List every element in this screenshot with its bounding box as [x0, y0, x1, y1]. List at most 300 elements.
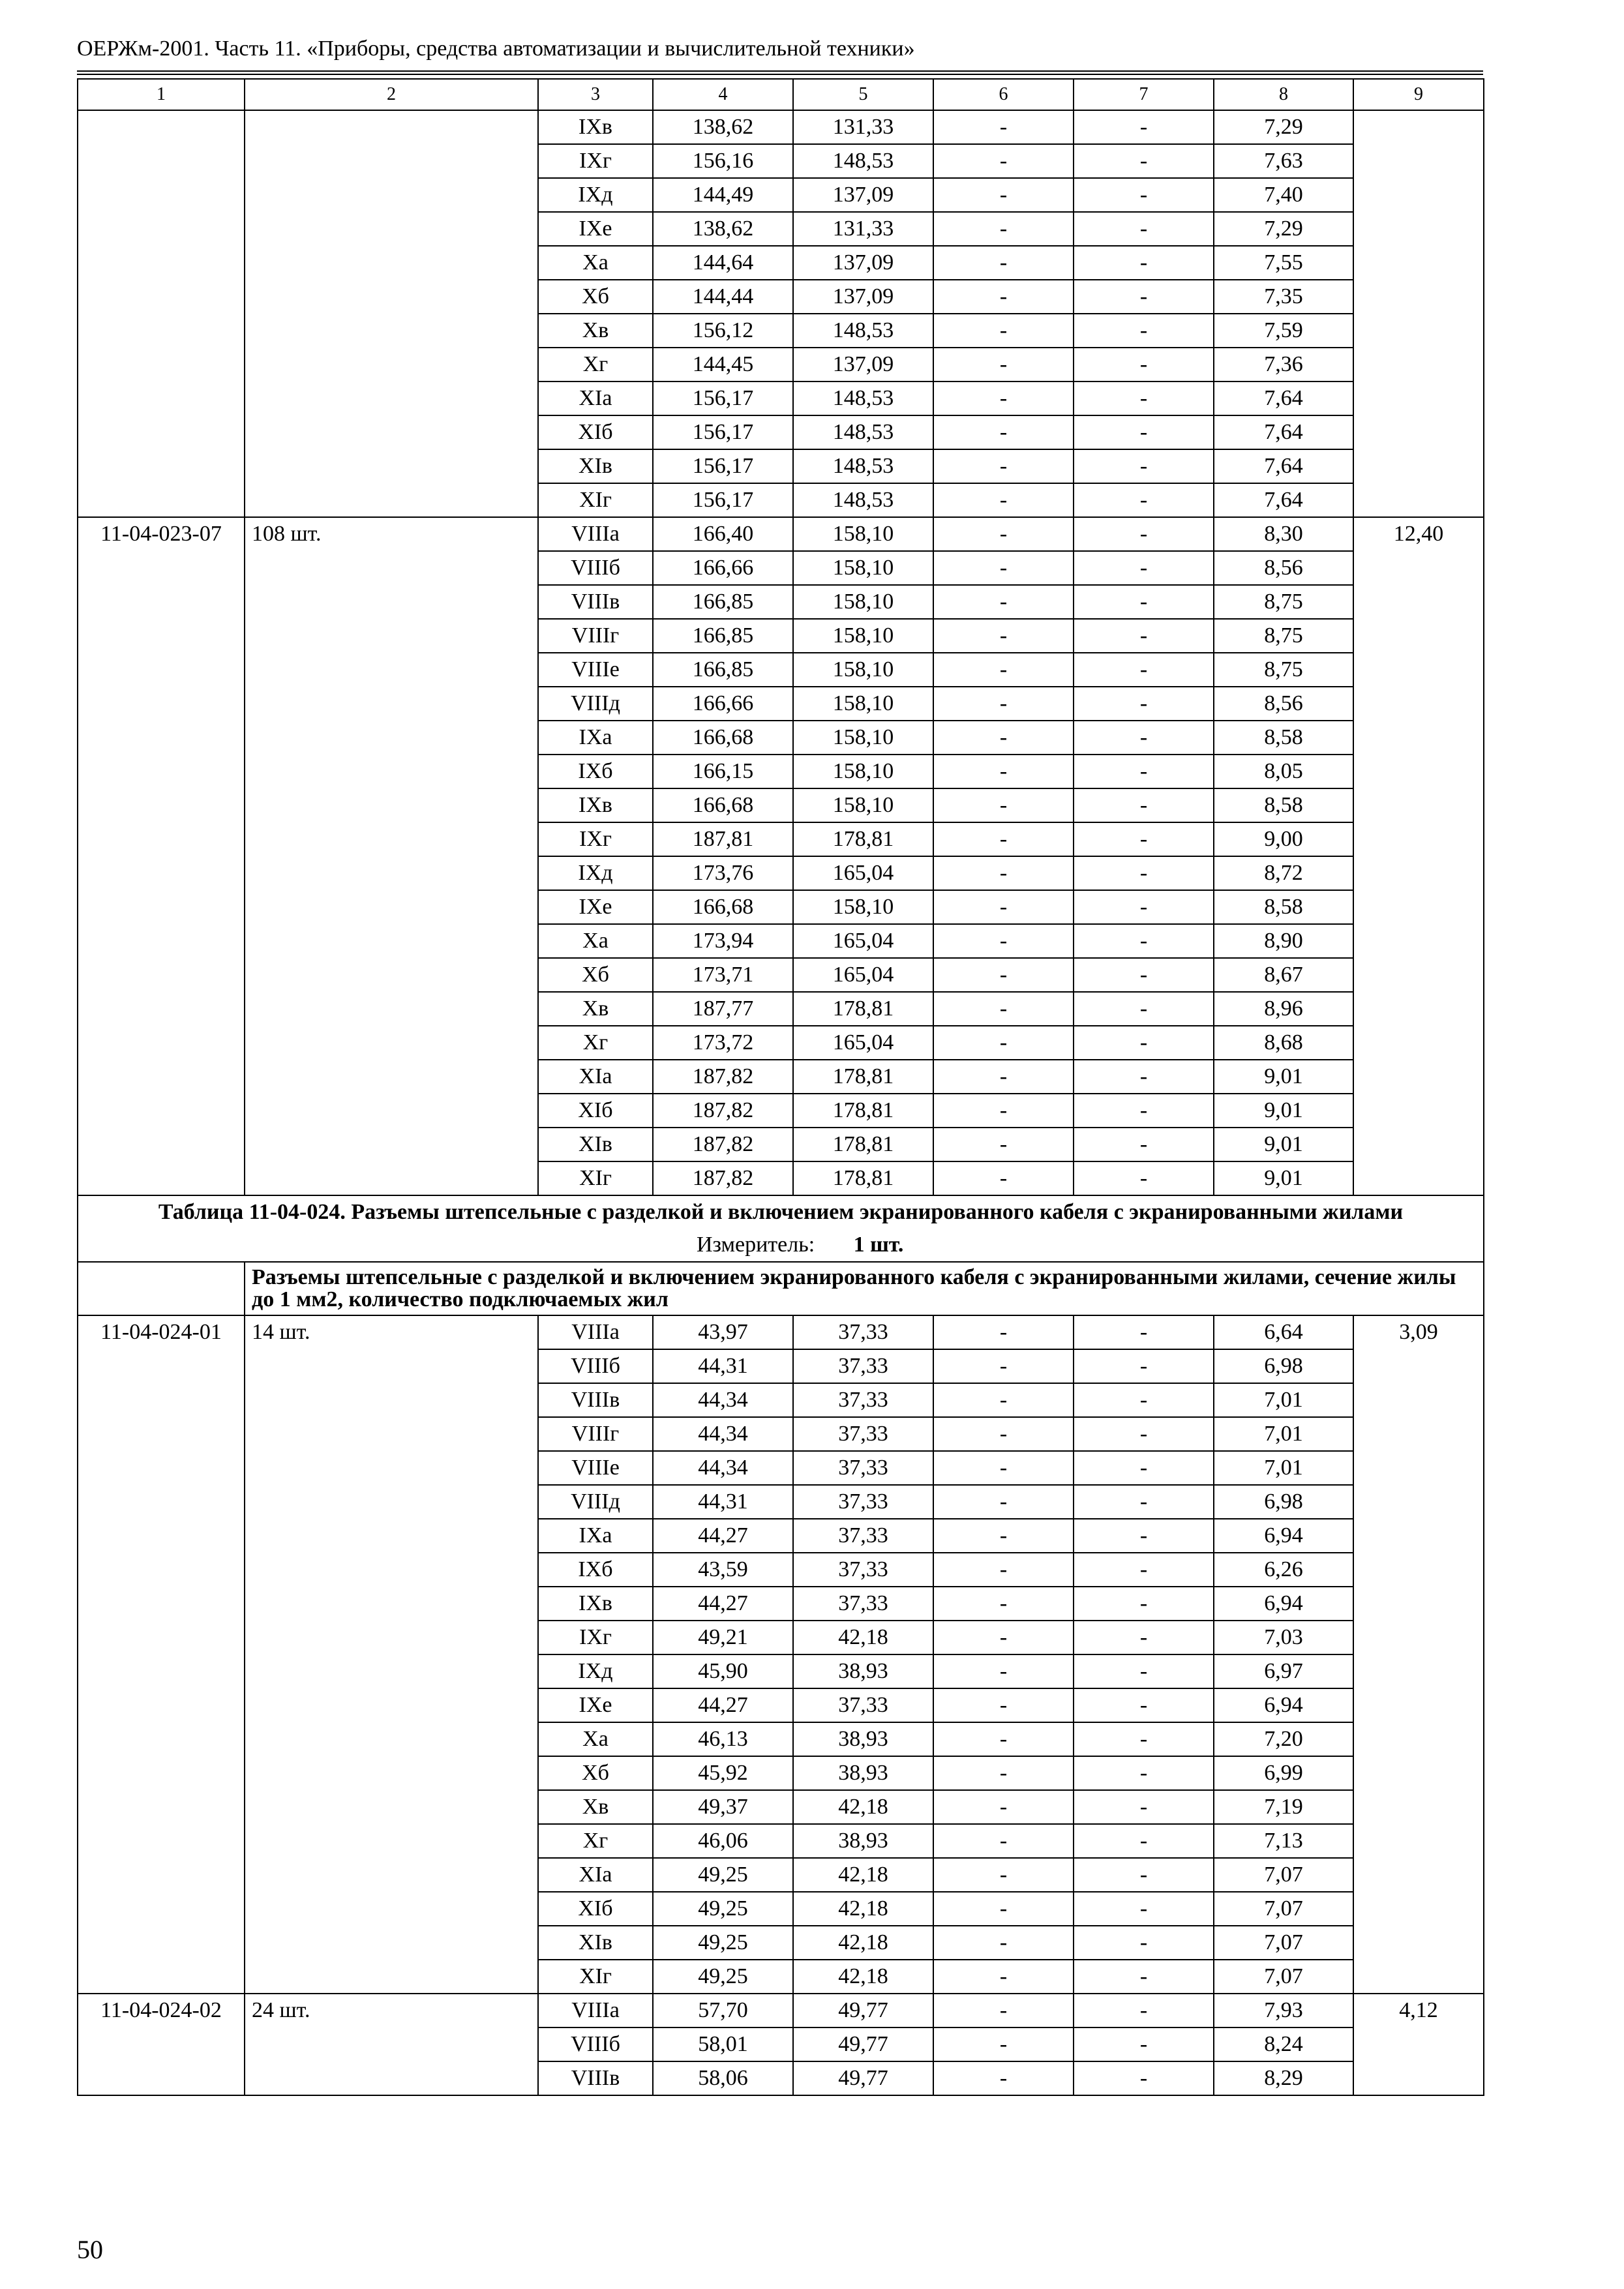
rate-code: 11-04-024-01 — [78, 1315, 245, 1994]
col5-value: 158,10 — [793, 687, 933, 721]
col4-value: 173,76 — [653, 856, 793, 890]
col5-value: 38,93 — [793, 1722, 933, 1756]
zone-cell: IXг — [538, 1621, 653, 1654]
quantity: 108 шт. — [245, 517, 538, 1195]
col6-value: - — [933, 687, 1074, 721]
col8-value: 6,64 — [1214, 1315, 1353, 1349]
col8-value: 7,07 — [1214, 1892, 1353, 1926]
col4-value: 156,17 — [653, 449, 793, 483]
page-number: 50 — [77, 2235, 103, 2264]
col6-value: - — [933, 619, 1074, 653]
col8-value: 7,13 — [1214, 1824, 1353, 1858]
col7-value: - — [1074, 1824, 1214, 1858]
col8-value: 8,75 — [1214, 585, 1353, 619]
table-row — [78, 1994, 1484, 2027]
col8-value: 6,94 — [1214, 1587, 1353, 1621]
col4-value: 44,31 — [653, 1485, 793, 1519]
col6-value: - — [933, 1960, 1074, 1994]
col4-value: 187,82 — [653, 1128, 793, 1161]
col6-value: - — [933, 1553, 1074, 1587]
col5-value: 165,04 — [793, 1026, 933, 1060]
measurer-row — [78, 1229, 1484, 1262]
col5-value: 131,33 — [793, 212, 933, 246]
col5-value: 178,81 — [793, 1161, 933, 1195]
col9-value: 4,12 — [1353, 1994, 1484, 2095]
zone-cell: VIIIе — [538, 1451, 653, 1485]
zone-cell: VIIIд — [538, 687, 653, 721]
table-row — [78, 110, 1484, 144]
zone-cell: IXг — [538, 822, 653, 856]
col8-value: 9,01 — [1214, 1128, 1353, 1161]
zone-cell: VIIIв — [538, 1383, 653, 1417]
col5-value: 165,04 — [793, 958, 933, 992]
col8-value: 6,97 — [1214, 1654, 1353, 1688]
col7-value: - — [1074, 110, 1214, 144]
rates-table — [77, 78, 1484, 2096]
col4-value: 173,94 — [653, 924, 793, 958]
col4-value: 156,17 — [653, 415, 793, 449]
zone-cell: IXв — [538, 788, 653, 822]
table-row — [78, 1315, 1484, 1349]
zone-cell: IXд — [538, 1654, 653, 1688]
col8-value: 7,40 — [1214, 178, 1353, 212]
col4-value: 57,70 — [653, 1994, 793, 2027]
zone-cell: Xа — [538, 924, 653, 958]
zone-cell: VIIIа — [538, 1994, 653, 2027]
col6-value: - — [933, 1383, 1074, 1417]
zone-cell: XIб — [538, 1892, 653, 1926]
col7-value: - — [1074, 2061, 1214, 2095]
col7-value: - — [1074, 1026, 1214, 1060]
col6-value: - — [933, 1892, 1074, 1926]
zone-cell: XIб — [538, 415, 653, 449]
col8-value: 8,96 — [1214, 992, 1353, 1026]
column-number-row — [78, 79, 1484, 110]
col7-value: - — [1074, 958, 1214, 992]
col6-value: - — [933, 721, 1074, 755]
col6-value: - — [933, 212, 1074, 246]
col4-value: 138,62 — [653, 110, 793, 144]
col6-value: - — [933, 1094, 1074, 1128]
zone-cell: IXе — [538, 212, 653, 246]
col6-value: - — [933, 551, 1074, 585]
col8-value: 8,24 — [1214, 2027, 1353, 2061]
work-description-row — [78, 1262, 1484, 1315]
col7-value: - — [1074, 1587, 1214, 1621]
col6-value: - — [933, 2061, 1074, 2095]
zone-cell: XIб — [538, 1094, 653, 1128]
col7-value: - — [1074, 1553, 1214, 1587]
col8-value: 6,94 — [1214, 1688, 1353, 1722]
col8-value: 8,72 — [1214, 856, 1353, 890]
col4-value: 44,31 — [653, 1349, 793, 1383]
col5-value: 148,53 — [793, 314, 933, 348]
zone-cell: IXд — [538, 856, 653, 890]
work-description: Разъемы штепсельные с разделкой и включением экранированного кабеля с экранированными жилами, сечение жилы до 1 мм2, количество подключаемых жил — [245, 1262, 1484, 1315]
col7-value: - — [1074, 382, 1214, 415]
col4-value: 44,27 — [653, 1587, 793, 1621]
col5-value: 37,33 — [793, 1587, 933, 1621]
col7-value: - — [1074, 1892, 1214, 1926]
measurer-value: 1 шт. — [853, 1233, 904, 1257]
col4-value: 173,71 — [653, 958, 793, 992]
zone-cell: XIв — [538, 1128, 653, 1161]
col8-value: 8,30 — [1214, 517, 1353, 551]
col4-value: 166,40 — [653, 517, 793, 551]
col9-value — [1353, 110, 1484, 517]
col4-value: 49,25 — [653, 1858, 793, 1892]
zone-cell: VIIIб — [538, 1349, 653, 1383]
col6-value: - — [933, 314, 1074, 348]
col6-value: - — [933, 449, 1074, 483]
col6-value: - — [933, 1824, 1074, 1858]
col5-value: 42,18 — [793, 1621, 933, 1654]
col4-value: 49,25 — [653, 1926, 793, 1960]
zone-cell: Xг — [538, 348, 653, 382]
col5-value: 37,33 — [793, 1315, 933, 1349]
col7-value: - — [1074, 822, 1214, 856]
col7-value: - — [1074, 1485, 1214, 1519]
col7-value: - — [1074, 1926, 1214, 1960]
col7-value: - — [1074, 2027, 1214, 2061]
col4-value: 187,82 — [653, 1161, 793, 1195]
col4-value: 58,06 — [653, 2061, 793, 2095]
col8-value: 6,99 — [1214, 1756, 1353, 1790]
zone-cell: XIв — [538, 449, 653, 483]
col6-value: - — [933, 1654, 1074, 1688]
col5-value: 178,81 — [793, 1094, 933, 1128]
col5-value: 178,81 — [793, 992, 933, 1026]
col8-value: 7,07 — [1214, 1926, 1353, 1960]
col6-value: - — [933, 382, 1074, 415]
zone-cell: IXв — [538, 1587, 653, 1621]
col6-value: - — [933, 1026, 1074, 1060]
col4-value: 166,68 — [653, 890, 793, 924]
col4-value: 44,34 — [653, 1417, 793, 1451]
col4-value: 187,82 — [653, 1094, 793, 1128]
col7-value: - — [1074, 687, 1214, 721]
col5-value: 137,09 — [793, 178, 933, 212]
col6-value: - — [933, 653, 1074, 687]
col8-value: 9,00 — [1214, 822, 1353, 856]
col9-value: 3,09 — [1353, 1315, 1484, 1994]
column-number: 4 — [653, 79, 793, 110]
col8-value: 7,55 — [1214, 246, 1353, 280]
col5-value: 37,33 — [793, 1451, 933, 1485]
col4-value: 166,85 — [653, 619, 793, 653]
col8-value: 7,36 — [1214, 348, 1353, 382]
col4-value: 144,64 — [653, 246, 793, 280]
zone-cell: IXе — [538, 1688, 653, 1722]
col7-value: - — [1074, 1383, 1214, 1417]
col6-value: - — [933, 1994, 1074, 2027]
zone-cell: IXа — [538, 721, 653, 755]
zone-cell: XIг — [538, 483, 653, 517]
col7-value: - — [1074, 483, 1214, 517]
col7-value: - — [1074, 1790, 1214, 1824]
col5-value: 137,09 — [793, 348, 933, 382]
col5-value: 42,18 — [793, 1892, 933, 1926]
col7-value: - — [1074, 415, 1214, 449]
col8-value: 7,63 — [1214, 144, 1353, 178]
col4-value: 187,82 — [653, 1060, 793, 1094]
col5-value: 158,10 — [793, 585, 933, 619]
col5-value: 148,53 — [793, 382, 933, 415]
col7-value: - — [1074, 1722, 1214, 1756]
col5-value: 49,77 — [793, 2027, 933, 2061]
col8-value: 7,64 — [1214, 415, 1353, 449]
zone-cell: XIг — [538, 1161, 653, 1195]
col7-value: - — [1074, 1161, 1214, 1195]
col6-value: - — [933, 144, 1074, 178]
col4-value: 166,66 — [653, 687, 793, 721]
col6-value: - — [933, 483, 1074, 517]
col6-value: - — [933, 1349, 1074, 1383]
col6-value: - — [933, 1417, 1074, 1451]
zone-cell: Xб — [538, 1756, 653, 1790]
col4-value: 46,13 — [653, 1722, 793, 1756]
col4-value: 156,17 — [653, 382, 793, 415]
measurer-label: Измеритель: — [696, 1233, 815, 1257]
zone-cell: Xг — [538, 1824, 653, 1858]
quantity: 14 шт. — [245, 1315, 538, 1994]
zone-cell: VIIIе — [538, 653, 653, 687]
col5-value: 42,18 — [793, 1858, 933, 1892]
col8-value: 8,68 — [1214, 1026, 1353, 1060]
col5-value: 37,33 — [793, 1349, 933, 1383]
column-number: 6 — [933, 79, 1074, 110]
header-rule — [77, 70, 1483, 72]
column-number: 5 — [793, 79, 933, 110]
col6-value: - — [933, 755, 1074, 788]
col4-value: 45,92 — [653, 1756, 793, 1790]
col9-value: 12,40 — [1353, 517, 1484, 1195]
col6-value: - — [933, 1128, 1074, 1161]
col8-value: 7,01 — [1214, 1383, 1353, 1417]
page-header: ОЕРЖм-2001. Часть 11. «Приборы, средства автоматизации и вычислительной техники» — [77, 37, 915, 61]
col6-value: - — [933, 1858, 1074, 1892]
col5-value: 42,18 — [793, 1926, 933, 1960]
col4-value: 44,27 — [653, 1688, 793, 1722]
zone-cell: VIIIа — [538, 1315, 653, 1349]
col7-value: - — [1074, 280, 1214, 314]
col8-value: 8,05 — [1214, 755, 1353, 788]
quantity: 24 шт. — [245, 1994, 538, 2095]
col7-value: - — [1074, 721, 1214, 755]
rate-code: 11-04-023-07 — [78, 517, 245, 1195]
col6-value: - — [933, 348, 1074, 382]
col4-value: 144,44 — [653, 280, 793, 314]
col7-value: - — [1074, 788, 1214, 822]
col4-value: 173,72 — [653, 1026, 793, 1060]
col8-value: 9,01 — [1214, 1161, 1353, 1195]
col7-value: - — [1074, 551, 1214, 585]
zone-cell: VIIIг — [538, 1417, 653, 1451]
col6-value: - — [933, 110, 1074, 144]
col7-value: - — [1074, 1654, 1214, 1688]
col6-value: - — [933, 924, 1074, 958]
col7-value: - — [1074, 619, 1214, 653]
col7-value: - — [1074, 856, 1214, 890]
col4-value: 166,15 — [653, 755, 793, 788]
col8-value: 8,29 — [1214, 2061, 1353, 2095]
col4-value: 144,45 — [653, 348, 793, 382]
col7-value: - — [1074, 1094, 1214, 1128]
col7-value: - — [1074, 890, 1214, 924]
col5-value: 158,10 — [793, 653, 933, 687]
zone-cell: IXб — [538, 755, 653, 788]
zone-cell: IXа — [538, 1519, 653, 1553]
col8-value: 7,64 — [1214, 449, 1353, 483]
col4-value: 44,34 — [653, 1383, 793, 1417]
zone-cell: IXе — [538, 890, 653, 924]
zone-cell: XIв — [538, 1926, 653, 1960]
col6-value: - — [933, 1161, 1074, 1195]
col5-value: 178,81 — [793, 1128, 933, 1161]
col6-value: - — [933, 788, 1074, 822]
col5-value: 165,04 — [793, 856, 933, 890]
col6-value: - — [933, 280, 1074, 314]
zone-cell: VIIIб — [538, 551, 653, 585]
col8-value: 8,58 — [1214, 788, 1353, 822]
col6-value: - — [933, 890, 1074, 924]
col7-value: - — [1074, 1315, 1214, 1349]
zone-cell: XIг — [538, 1960, 653, 1994]
col6-value: - — [933, 178, 1074, 212]
col5-value: 158,10 — [793, 551, 933, 585]
col8-value: 7,29 — [1214, 212, 1353, 246]
zone-cell: IXв — [538, 110, 653, 144]
col6-value: - — [933, 1315, 1074, 1349]
section-title-row — [78, 1195, 1484, 1229]
col7-value: - — [1074, 348, 1214, 382]
col6-value: - — [933, 1722, 1074, 1756]
zone-cell: VIIIв — [538, 585, 653, 619]
col6-value: - — [933, 1519, 1074, 1553]
col6-value: - — [933, 1060, 1074, 1094]
col8-value: 8,58 — [1214, 890, 1353, 924]
rates-table-body — [78, 79, 1484, 2095]
col4-value: 187,81 — [653, 822, 793, 856]
col8-value: 8,75 — [1214, 653, 1353, 687]
col6-value: - — [933, 2027, 1074, 2061]
col6-value: - — [933, 1756, 1074, 1790]
zone-cell: Xв — [538, 1790, 653, 1824]
col7-value: - — [1074, 1960, 1214, 1994]
col7-value: - — [1074, 1519, 1214, 1553]
col5-value: 148,53 — [793, 144, 933, 178]
zone-cell: VIIIб — [538, 2027, 653, 2061]
col4-value: 43,59 — [653, 1553, 793, 1587]
col8-value: 6,94 — [1214, 1519, 1353, 1553]
zone-cell: IXг — [538, 144, 653, 178]
col7-value: - — [1074, 1349, 1214, 1383]
zone-cell: Xб — [538, 280, 653, 314]
col7-value: - — [1074, 246, 1214, 280]
col7-value: - — [1074, 1128, 1214, 1161]
zone-cell: Xа — [538, 246, 653, 280]
col7-value: - — [1074, 178, 1214, 212]
col5-value: 178,81 — [793, 1060, 933, 1094]
col7-value: - — [1074, 314, 1214, 348]
col8-value: 7,64 — [1214, 382, 1353, 415]
col6-value: - — [933, 1790, 1074, 1824]
column-number: 2 — [245, 79, 538, 110]
work-description-spacer — [78, 1262, 245, 1315]
col8-value: 7,07 — [1214, 1960, 1353, 1994]
col5-value: 165,04 — [793, 924, 933, 958]
zone-cell: VIIIа — [538, 517, 653, 551]
col6-value: - — [933, 1485, 1074, 1519]
col7-value: - — [1074, 212, 1214, 246]
col5-value: 42,18 — [793, 1960, 933, 1994]
col5-value: 148,53 — [793, 415, 933, 449]
table-row — [78, 517, 1484, 551]
col5-value: 37,33 — [793, 1417, 933, 1451]
col8-value: 7,03 — [1214, 1621, 1353, 1654]
col5-value: 37,33 — [793, 1383, 933, 1417]
col4-value: 49,25 — [653, 1960, 793, 1994]
rate-code — [78, 110, 245, 517]
col6-value: - — [933, 822, 1074, 856]
col7-value: - — [1074, 1994, 1214, 2027]
col4-value: 166,85 — [653, 585, 793, 619]
col5-value: 137,09 — [793, 280, 933, 314]
zone-cell: XIа — [538, 1858, 653, 1892]
col7-value: - — [1074, 449, 1214, 483]
col5-value: 137,09 — [793, 246, 933, 280]
measurer — [78, 1229, 1484, 1262]
col5-value: 158,10 — [793, 721, 933, 755]
zone-cell: IXд — [538, 178, 653, 212]
col4-value: 166,66 — [653, 551, 793, 585]
section-title: Таблица 11-04-024. Разъемы штепсельные с разделкой и включением экранированного кабеля с экранированными жилами — [78, 1195, 1484, 1229]
col8-value: 9,01 — [1214, 1094, 1353, 1128]
col7-value: - — [1074, 755, 1214, 788]
zone-cell: VIIIв — [538, 2061, 653, 2095]
col5-value: 178,81 — [793, 822, 933, 856]
col6-value: - — [933, 415, 1074, 449]
col6-value: - — [933, 1926, 1074, 1960]
col7-value: - — [1074, 1060, 1214, 1094]
col8-value: 8,56 — [1214, 687, 1353, 721]
header-rule — [77, 74, 1483, 75]
col5-value: 131,33 — [793, 110, 933, 144]
col7-value: - — [1074, 1621, 1214, 1654]
col4-value: 166,85 — [653, 653, 793, 687]
col7-value: - — [1074, 653, 1214, 687]
col6-value: - — [933, 1451, 1074, 1485]
column-number: 1 — [78, 79, 245, 110]
col6-value: - — [933, 1621, 1074, 1654]
col4-value: 166,68 — [653, 721, 793, 755]
zone-cell: VIIIг — [538, 619, 653, 653]
column-number: 9 — [1353, 79, 1484, 110]
col4-value: 44,34 — [653, 1451, 793, 1485]
col6-value: - — [933, 1688, 1074, 1722]
col7-value: - — [1074, 992, 1214, 1026]
zone-cell: XIа — [538, 382, 653, 415]
col5-value: 148,53 — [793, 483, 933, 517]
col8-value: 7,20 — [1214, 1722, 1353, 1756]
col8-value: 6,98 — [1214, 1485, 1353, 1519]
col5-value: 158,10 — [793, 755, 933, 788]
quantity — [245, 110, 538, 517]
col8-value: 7,07 — [1214, 1858, 1353, 1892]
col5-value: 158,10 — [793, 890, 933, 924]
col5-value: 49,77 — [793, 2061, 933, 2095]
col8-value: 6,26 — [1214, 1553, 1353, 1587]
